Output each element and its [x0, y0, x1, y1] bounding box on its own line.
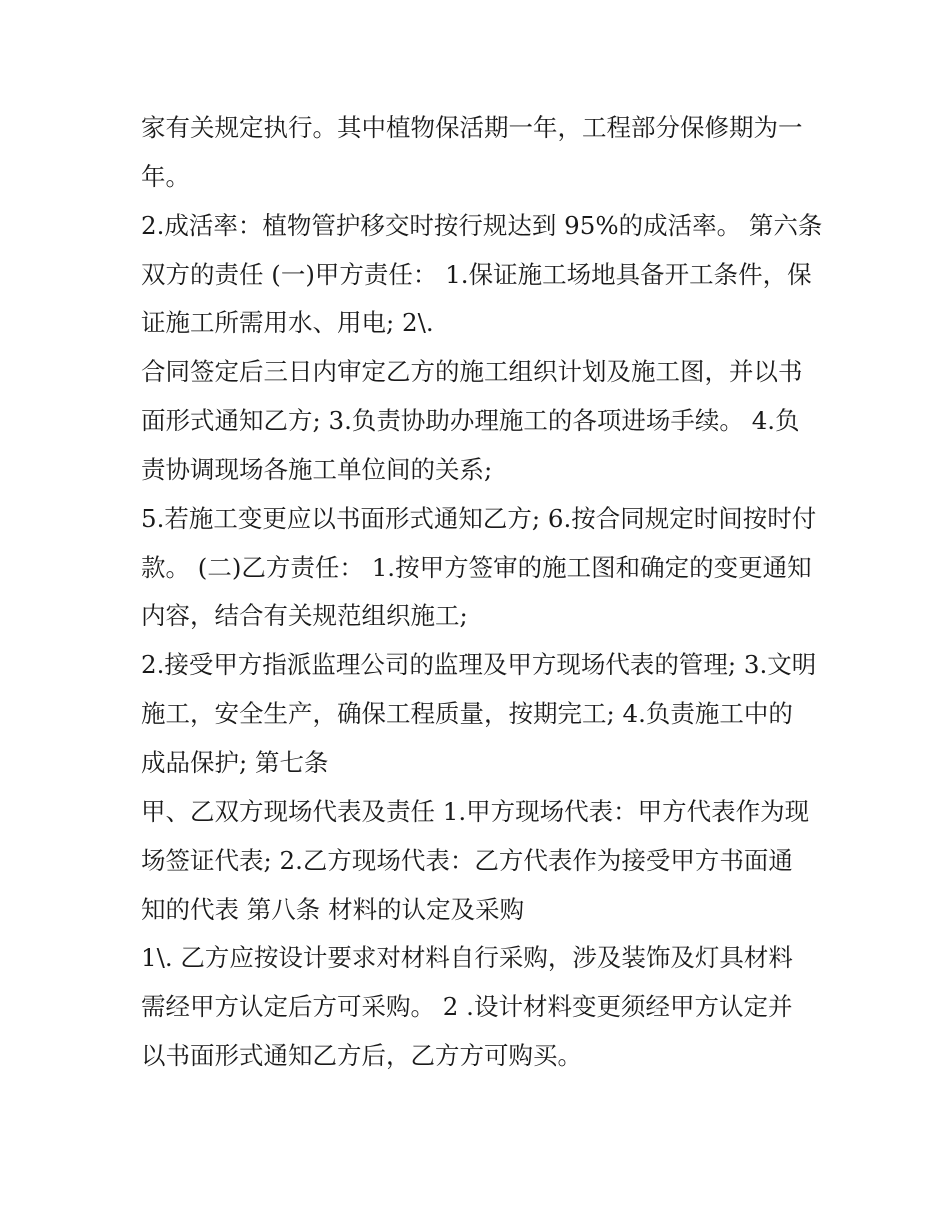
text-line-16: 场签证代表; 2.乙方现场代表：乙方代表作为接受甲方书面通: [141, 845, 793, 875]
text-line-3: 2.成活率：植物管护移交时按行规达到 95%的成活率。 第六条: [141, 210, 823, 240]
text-line-9: 5.若施工变更应以书面形式通知乙方; 6.按合同规定时间按时付: [141, 503, 817, 533]
text-line-17: 知的代表 第八条 材料的认定及采购: [141, 894, 525, 924]
text-line-13: 施工，安全生产，确保工程质量，按期完工; 4.负责施工中的: [141, 699, 793, 729]
text-line-14: 成品保护; 第七条: [141, 747, 329, 777]
text-line-19: 需经甲方认定后方可采购。 2 .设计材料变更须经甲方认定并: [141, 992, 793, 1022]
text-line-6: 合同签定后三日内审定乙方的施工组织计划及施工图，并以书: [141, 357, 803, 387]
text-line-8: 责协调现场各施工单位间的关系;: [141, 454, 493, 484]
text-line-18: 1\. 乙方应按设计要求对材料自行采购，涉及装饰及灯具材料: [141, 943, 793, 973]
text-line-11: 内容，结合有关规范组织施工;: [141, 601, 468, 631]
text-line-2: 年。: [141, 161, 190, 191]
document-body: [141, 104, 821, 1081]
text-line-5: 证施工所需用水、用电; 2\.: [141, 308, 434, 338]
text-line-4: 双方的责任 (一)甲方责任： 1.保证施工场地具备开工条件，保: [141, 259, 812, 289]
text-line-10: 款。 (二)乙方责任： 1.按甲方签审的施工图和确定的变更通知: [141, 552, 812, 582]
text-line-15: 甲、乙双方现场代表及责任 1.甲方现场代表：甲方代表作为现: [141, 796, 810, 826]
text-line-1: 家有关规定执行。其中植物保活期一年，工程部分保修期为一: [141, 113, 803, 142]
text-line-20: 以书面形式通知乙方后，乙方方可购买。: [141, 1041, 582, 1071]
text-line-12: 2.接受甲方指派监理公司的监理及甲方现场代表的管理; 3.文明: [141, 650, 817, 680]
text-line-7: 面形式通知乙方; 3.负责协助办理施工的各项进场手续。 4.负: [141, 406, 800, 436]
